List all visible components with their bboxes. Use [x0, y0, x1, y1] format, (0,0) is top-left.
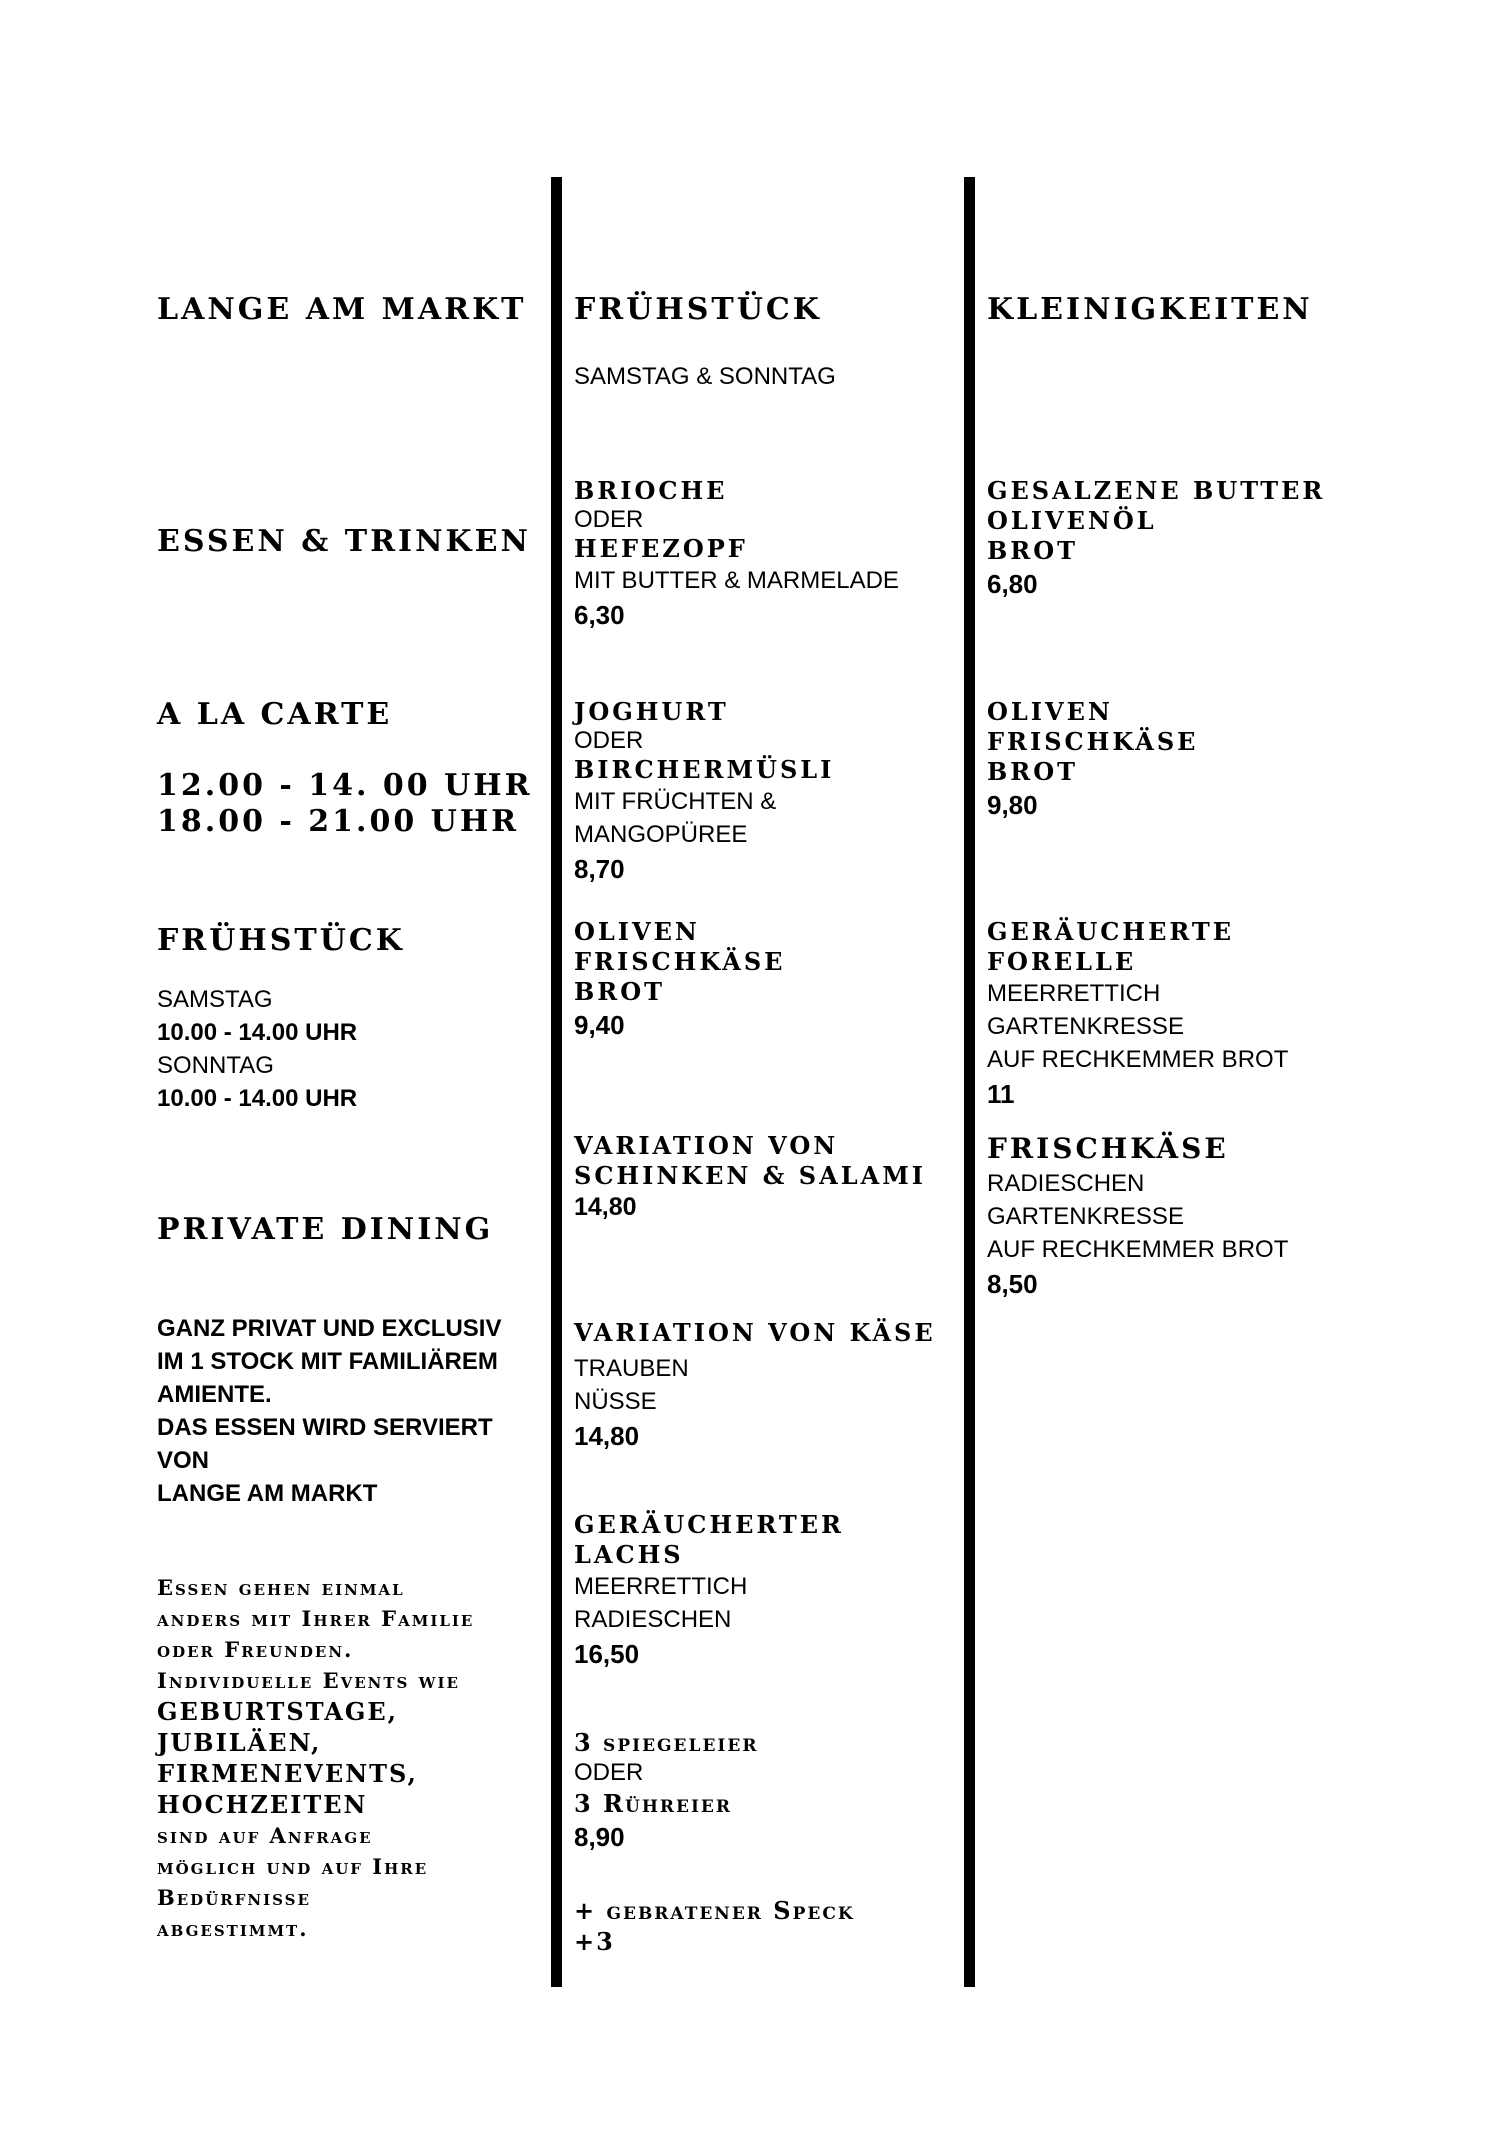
- item-name: BROT: [987, 757, 1078, 786]
- item-name: GERÄUCHERTE: [987, 917, 1235, 946]
- item-name: FRISCHKÄSE: [574, 947, 786, 976]
- item-price: 14,80: [574, 1421, 640, 1451]
- events-line: Bedürfnisse: [157, 1885, 311, 1910]
- fruehstueck-time-1: 10.00 - 14.00 UHR: [157, 1019, 358, 1046]
- events-line: sind auf Anfrage: [157, 1823, 373, 1848]
- private-line: AMIENTE.: [157, 1381, 272, 1408]
- item-desc: TRAUBEN: [574, 1355, 689, 1382]
- item-desc: GARTENKRESSE: [987, 1013, 1184, 1040]
- events-line: oder Freunden.: [157, 1637, 354, 1662]
- item-desc: MEERRETTICH: [574, 1573, 748, 1600]
- extra-name: + gebratener Speck: [574, 1896, 855, 1925]
- item-price: 8,50: [987, 1269, 1038, 1299]
- item-name: BIRCHERMÜSLI: [574, 755, 835, 784]
- private-line: GANZ PRIVAT UND EXCLUSIV: [157, 1315, 502, 1342]
- private-line: LANGE AM MARKT: [157, 1480, 378, 1507]
- column-divider-2: [964, 177, 975, 1987]
- fruehstueck-day-2: SONNTAG: [157, 1052, 274, 1079]
- item-price: 8,70: [574, 854, 625, 884]
- fruehstueck-time-2: 10.00 - 14.00 UHR: [157, 1085, 358, 1112]
- events-line: HOCHZEITEN: [157, 1790, 368, 1819]
- item-price: 9,80: [987, 790, 1038, 820]
- menu-item: [574, 1510, 844, 1672]
- item-name: JOGHURT: [574, 697, 729, 726]
- item-or: ODER: [574, 727, 644, 754]
- alacarte-hours-1: 12.00 - 14. 00 UHR: [157, 768, 533, 803]
- item-desc: MIT BUTTER & MARMELADE: [574, 567, 899, 594]
- fruehstueck-menu-days: SAMSTAG & SONNTAG: [574, 363, 836, 390]
- item-name: VARIATION VON KÄSE: [574, 1318, 936, 1347]
- events-line: GEBURTSTAGE,: [157, 1697, 399, 1726]
- item-name: 3 spiegeleier: [574, 1728, 759, 1757]
- item-desc: AUF RECHKEMMER BROT: [987, 1236, 1289, 1263]
- menu-item: [574, 1131, 926, 1224]
- item-name: HEFEZOPF: [574, 534, 748, 563]
- item-or: ODER: [574, 1759, 644, 1786]
- item-name: OLIVENÖL: [987, 506, 1157, 535]
- menu-item: [574, 917, 785, 1043]
- events-line: Individuelle Events wie: [157, 1668, 460, 1693]
- item-desc: GARTENKRESSE: [987, 1203, 1184, 1230]
- item-desc: AUF RECHKEMMER BROT: [987, 1046, 1289, 1073]
- private-line: IM 1 STOCK MIT FAMILIÄREM: [157, 1348, 498, 1375]
- alacarte-hours-2: 18.00 - 21.00 UHR: [157, 804, 520, 839]
- item-price: 9,40: [574, 1010, 625, 1040]
- menu-item: [574, 476, 899, 633]
- item-price: 14,80: [574, 1193, 637, 1221]
- item-desc: RADIESCHEN: [574, 1606, 732, 1633]
- events-line: möglich und auf Ihre: [157, 1854, 429, 1879]
- item-name: FRISCHKÄSE: [987, 1132, 1229, 1165]
- restaurant-subtitle: ESSEN & TRINKEN: [157, 524, 531, 559]
- kleinigkeiten-heading: KLEINIGKEITEN: [987, 292, 1313, 327]
- events-line: anders mit Ihrer Familie: [157, 1606, 475, 1631]
- item-name: BROT: [987, 536, 1078, 565]
- item-desc: NÜSSE: [574, 1388, 657, 1415]
- extra-price: +3: [574, 1927, 615, 1956]
- item-price: 11: [987, 1079, 1015, 1109]
- item-or: ODER: [574, 506, 644, 533]
- alacarte-heading: A LA CARTE: [157, 697, 393, 732]
- events-text: [157, 1572, 474, 1944]
- fruehstueck-info-heading: FRÜHSTÜCK: [157, 923, 405, 958]
- menu-extra: [574, 1895, 855, 1957]
- item-price: 16,50: [574, 1639, 640, 1669]
- menu-item: [987, 697, 1198, 823]
- item-desc: MIT FRÜCHTEN & MANGOPÜREE: [574, 788, 777, 848]
- item-name: OLIVEN: [987, 697, 1113, 726]
- item-price: 6,30: [574, 600, 625, 630]
- column-divider-1: [551, 177, 562, 1987]
- item-name: GERÄUCHERTER: [574, 1510, 844, 1539]
- item-desc: MEERRETTICH: [987, 980, 1161, 1007]
- item-price: 6,80: [987, 569, 1038, 599]
- item-desc: RADIESCHEN: [987, 1170, 1145, 1197]
- item-name: LACHS: [574, 1540, 684, 1569]
- events-line: Essen gehen einmal: [157, 1575, 405, 1600]
- menu-item: [574, 1727, 758, 1855]
- item-name: FORELLE: [987, 947, 1137, 976]
- events-line: abgestimmt.: [157, 1916, 309, 1941]
- private-dining-text: [157, 1312, 547, 1510]
- private-dining-heading: PRIVATE DINING: [157, 1212, 494, 1247]
- menu-item: [987, 476, 1325, 602]
- item-name: SCHINKEN & SALAMI: [574, 1161, 926, 1190]
- private-line: DAS ESSEN WIRD SERVIERT VON: [157, 1414, 493, 1474]
- item-name: FRISCHKÄSE: [987, 727, 1199, 756]
- item-name: BROT: [574, 977, 665, 1006]
- item-name: GESALZENE BUTTER: [987, 476, 1326, 505]
- restaurant-name: LANGE AM MARKT: [157, 292, 527, 327]
- menu-item: [574, 1318, 936, 1454]
- fruehstueck-day-1: SAMSTAG: [157, 986, 273, 1013]
- item-name: BRIOCHE: [574, 476, 728, 505]
- item-name: VARIATION VON: [574, 1131, 839, 1160]
- events-line: FIRMENEVENTS,: [157, 1759, 418, 1788]
- item-name: 3 Rühreier: [574, 1789, 733, 1818]
- item-name: OLIVEN: [574, 917, 700, 946]
- menu-item: [987, 917, 1288, 1112]
- events-line: JUBILÄEN,: [157, 1728, 322, 1757]
- item-price: 8,90: [574, 1822, 625, 1852]
- menu-item: [987, 1131, 1288, 1302]
- fruehstueck-menu-heading: FRÜHSTÜCK: [574, 292, 822, 327]
- menu-item: [574, 697, 954, 887]
